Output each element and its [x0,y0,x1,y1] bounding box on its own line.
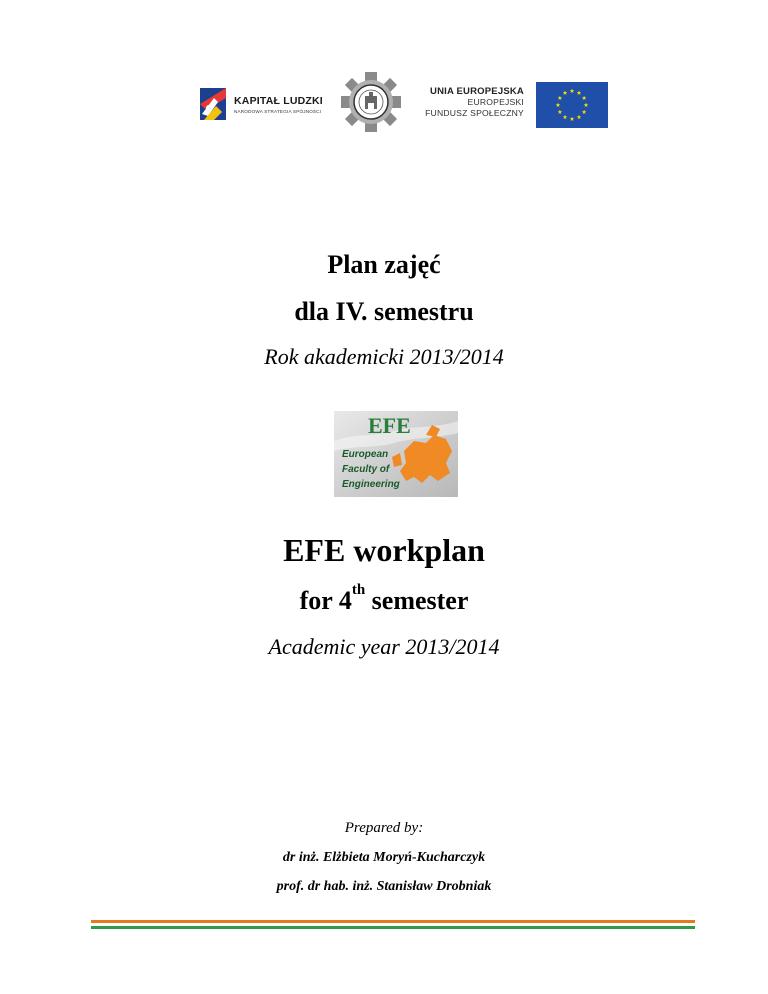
semester-en-rest: semester [365,586,469,615]
eu-flag [536,82,608,128]
academic-year-pl: Rok akademicki 2013/2014 [264,344,504,369]
kapital-ludzki-emblem-icon [196,84,232,124]
eu-name: UNIA EUROPEJSKA [430,86,524,97]
eu-fund-line1: EUROPEJSKI [467,97,524,107]
efe-line3: Engineering [342,479,400,490]
cog-seal-icon [336,72,406,132]
efe-line2: Faculty of [342,464,390,475]
efe-line1: European [342,449,389,460]
eu-flag-icon [536,82,608,128]
kapital-ludzki-logo [196,84,326,124]
semester-title-pl: dla IV. semestru [294,297,474,326]
efe-logo [334,411,458,497]
page-title-pl: Plan zajęć [327,250,441,279]
kapital-ludzki-name: KAPITAŁ LUDZKI [234,95,323,107]
author-2: prof. dr hab. inż. Stanisław Drobniak [276,879,492,894]
semester-en-ordinal: th [351,582,366,598]
footer-rule-orange [91,920,695,923]
page-title-en: EFE workplan [283,532,485,568]
kapital-ludzki-tagline: NARODOWA STRATEGIA SPÓJNOŚCI [234,109,322,114]
author-1: dr inż. Elżbieta Moryń-Kucharczyk [282,850,486,865]
footer-rule-green [91,926,695,929]
academic-year-en: Academic year 2013/2014 [268,634,500,659]
efe-acronym: EFE [368,413,411,438]
semester-title-en [0,582,768,616]
semester-en-prefix: for 4 [299,586,352,615]
university-seal [336,72,406,132]
efe-europe-map-icon [334,411,458,497]
eu-fund-line2: FUNDUSZ SPOŁECZNY [425,108,524,118]
prepared-by-label: Prepared by: [344,820,424,836]
eu-fund-text [420,86,524,119]
